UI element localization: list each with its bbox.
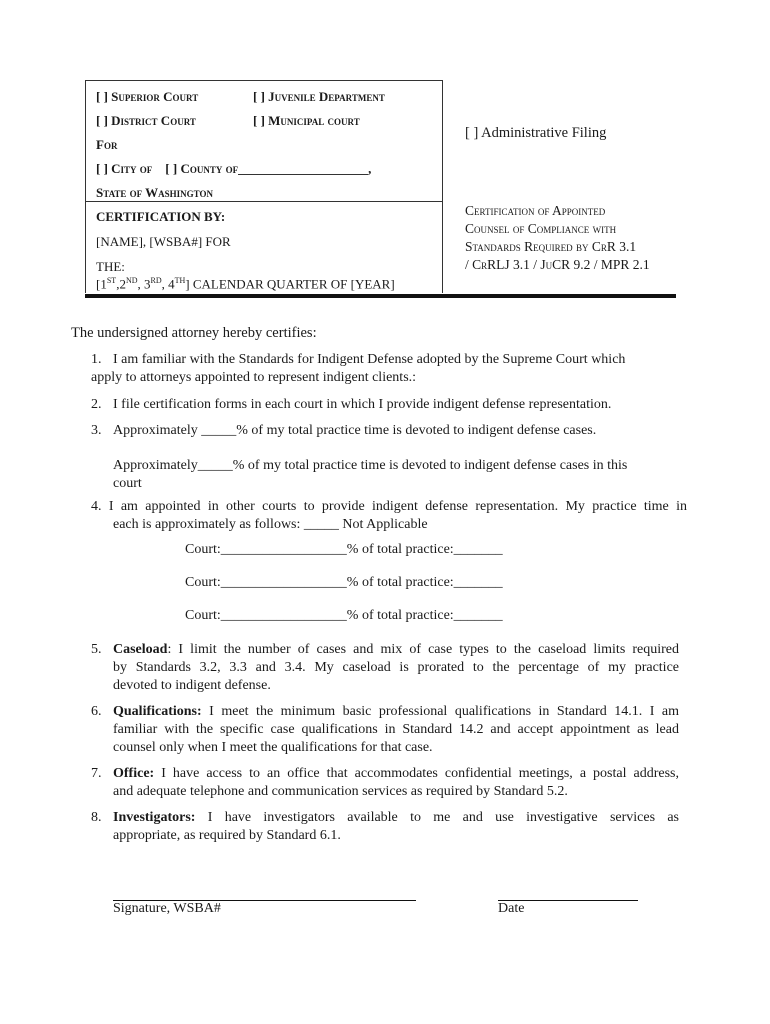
item-heading: Investigators: bbox=[113, 810, 196, 825]
certification-by-label: CERTIFICATION BY: bbox=[96, 209, 226, 224]
administrative-filing-checkbox[interactable]: [ ] Administrative Filing bbox=[465, 125, 607, 141]
city-county-field[interactable]: [ ] City of [ ] County of____________________, bbox=[96, 161, 372, 176]
caption-box bbox=[85, 80, 443, 293]
item-text: I file certification forms in each court in which I provide indigent defense representation. bbox=[113, 397, 612, 412]
title-line: Counsel of Compliance with bbox=[465, 221, 617, 236]
court-percentage-field[interactable]: Court:__________________% of total practice:_______ bbox=[185, 575, 503, 590]
item-text: : I limit the number of cases and mix of case types to the caseload limits required bbox=[167, 642, 679, 657]
title-line: / CrRLJ 3.1 / JuCR 9.2 / MPR 2.1 bbox=[465, 257, 650, 272]
list-item bbox=[91, 396, 611, 414]
list-item bbox=[91, 422, 596, 440]
list-item bbox=[113, 457, 683, 493]
calendar-quarter-field[interactable]: [1ST,2ND, 3RD, 4TH] CALENDAR QUARTER OF [YEAR] bbox=[96, 276, 395, 292]
date-label: Date bbox=[498, 901, 525, 916]
caption-divider bbox=[86, 201, 442, 202]
item-text: 4. I am appointed in other courts to provide indigent defense representation. My practice time in bbox=[91, 499, 687, 514]
item-text[interactable]: Approximately_____% of my total practice time is devoted to indigent defense cases in this bbox=[113, 458, 628, 473]
header-rule bbox=[85, 294, 676, 298]
item-number: 8. bbox=[91, 810, 102, 825]
district-court-checkbox[interactable]: [ ] District Court bbox=[96, 113, 196, 128]
item-text: I have investigators available to me and use investigative services as bbox=[195, 810, 679, 825]
intro-text: The undersigned attorney hereby certifies: bbox=[71, 325, 317, 341]
for-label: For bbox=[96, 137, 118, 152]
title-line: Certification of Appointed bbox=[465, 203, 606, 218]
signature-label: Signature, WSBA# bbox=[113, 901, 221, 916]
item-number: 5. bbox=[91, 642, 102, 657]
item-text: and adequate telephone and communication services as required by Standard 5.2. bbox=[113, 784, 568, 799]
item-heading: Office: bbox=[113, 766, 155, 781]
list-item bbox=[91, 703, 679, 757]
juvenile-department-checkbox[interactable]: [ ] Juvenile Department bbox=[253, 89, 385, 104]
item-text[interactable]: Approximately _____% of my total practice time is devoted to indigent defense cases. bbox=[113, 423, 597, 438]
item-text: familiar with the specific case qualifications in Standard 14.2 and accept appointment as lead bbox=[113, 722, 679, 737]
list-item bbox=[91, 498, 687, 534]
the-label: THE: bbox=[96, 259, 125, 274]
list-item bbox=[91, 809, 679, 845]
item-text: appropriate, as required by Standard 6.1. bbox=[113, 828, 341, 843]
document-title bbox=[465, 202, 650, 274]
item-text: by Standards 3.2, 3.3 and 3.4. My caseload is prorated to the percentage of my practice bbox=[113, 660, 679, 675]
item-text: counsel only when I meet the qualifications for that case. bbox=[113, 740, 433, 755]
item-text: apply to attorneys appointed to represent indigent clients.: bbox=[91, 370, 417, 385]
list-item bbox=[91, 641, 679, 695]
item-text: I have access to an office that accommodates confidential meetings, a postal address, bbox=[154, 766, 679, 781]
list-item bbox=[91, 765, 679, 801]
item-heading: Caseload bbox=[113, 642, 168, 657]
item-number: 1. bbox=[91, 352, 102, 367]
item-number: 3. bbox=[91, 423, 102, 438]
superior-court-checkbox[interactable]: [ ] Superior Court bbox=[96, 89, 199, 104]
item-text: court bbox=[113, 476, 142, 491]
item-number: 6. bbox=[91, 704, 102, 719]
court-percentage-field[interactable]: Court:__________________% of total practice:_______ bbox=[185, 542, 503, 557]
name-wsba-field[interactable]: [NAME], [WSBA#] FOR bbox=[96, 234, 231, 249]
list-item bbox=[91, 351, 681, 387]
item-text[interactable]: each is approximately as follows: _____ Not Applicable bbox=[113, 517, 428, 532]
court-percentage-field[interactable]: Court:__________________% of total practice:_______ bbox=[185, 608, 503, 623]
item-number: 2. bbox=[91, 397, 102, 412]
item-text: devoted to indigent defense. bbox=[113, 678, 271, 693]
municipal-court-checkbox[interactable]: [ ] Municipal court bbox=[253, 113, 360, 128]
state-label: State of Washington bbox=[96, 185, 214, 200]
item-text: I am familiar with the Standards for Indigent Defense adopted by the Supreme Court which bbox=[113, 352, 626, 367]
item-text: I meet the minimum basic professional qualifications in Standard 14.1. I am bbox=[201, 704, 679, 719]
title-line: Standards Required by CrR 3.1 bbox=[465, 239, 637, 254]
item-number: 7. bbox=[91, 766, 102, 781]
item-heading: Qualifications: bbox=[113, 704, 202, 719]
